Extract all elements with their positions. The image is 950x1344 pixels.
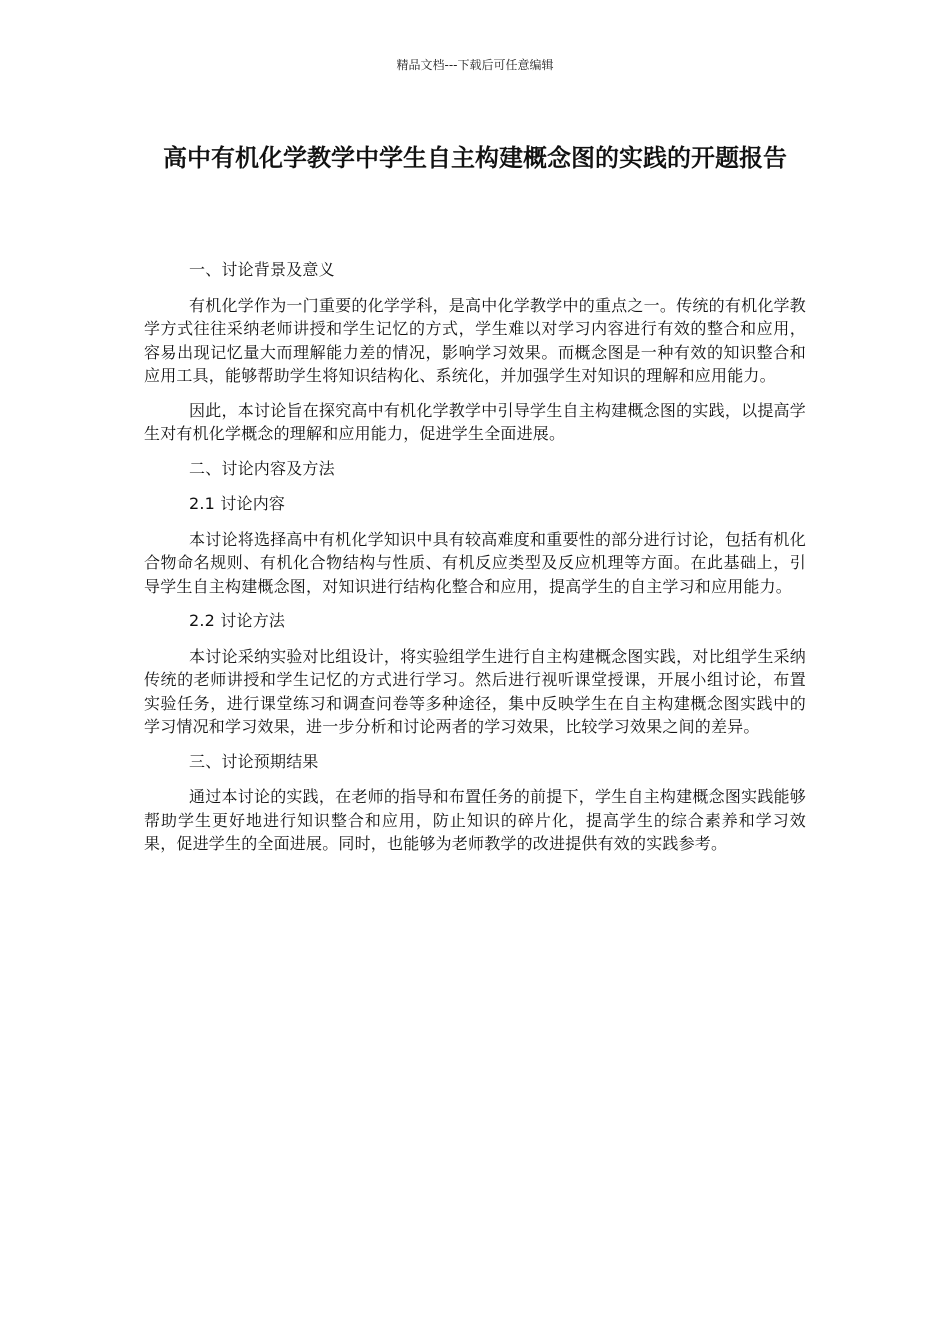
paragraph-method: 本讨论采纳实验对比组设计，将实验组学生进行自主构建概念图实践，对比组学生采纳传统的老师讲授和学生记忆的方式进行学习。然后进行视听课堂授课，开展小组讨论，布置实验任务，进行课堂练习和调查问卷等多种途径，集中反映学生在自主构建概念图实践中的学习情况和学习效果，进一步分析和讨论两者的学习效果，比较学习效果之间的差异。 (144, 646, 806, 736)
subsection-heading-content: 2.1 讨论内容 (189, 494, 286, 513)
section-heading-content-method: 二、讨论内容及方法 (189, 458, 335, 478)
paragraph-background-1: 有机化学作为一门重要的化学学科，是高中化学教学中的重点之一。传统的有机化学教学方式往往采纳老师讲授和学生记忆的方式，学生难以对学习内容进行有效的整合和应用，容易出现记忆量大而理解能力差的情况，影响学习效果。而概念图是一种有效的知识整合和应用工具，能够帮助学生将知识结构化、系统化，并加强学生对知识的理解和应用能力。 (144, 295, 806, 385)
section-heading-background: 一、讨论背景及意义 (189, 260, 335, 279)
paragraph-background-2: 因此，本讨论旨在探究高中有机化学教学中引导学生自主构建概念图的实践，以提高学生对有机化学概念的理解和应用能力，促进学生全面进展。 (144, 400, 806, 443)
document-body (144, 258, 806, 867)
paragraph-expected-results: 通过本讨论的实践，在老师的指导和布置任务的前提下，学生自主构建概念图实践能够帮助学生更好地进行知识整合和应用，防止知识的碎片化，提高学生的综合素养和学习效果，促进学生的全面进展。同时，也能够为老师教学的改进提供有效的实践参考。 (144, 787, 806, 853)
header-note: 精品文档---下载后可任意编辑 (396, 58, 554, 72)
section-heading-expected-results: 三、讨论预期结果 (189, 751, 319, 771)
subsection-heading-method: 2.2 讨论方法 (189, 611, 286, 630)
paragraph-content: 本讨论将选择高中有机化学知识中具有较高难度和重要性的部分进行讨论，包括有机化合物命名规则、有机化合物结构与性质、有机反应类型及反应机理等方面。在此基础上，引导学生自主构建概念图，对知识进行结构化整合和应用，提高学生的自主学习和应用能力。 (144, 529, 806, 596)
document-title: 高中有机化学教学中学生自主构建概念图的实践的开题报告 (163, 144, 787, 172)
